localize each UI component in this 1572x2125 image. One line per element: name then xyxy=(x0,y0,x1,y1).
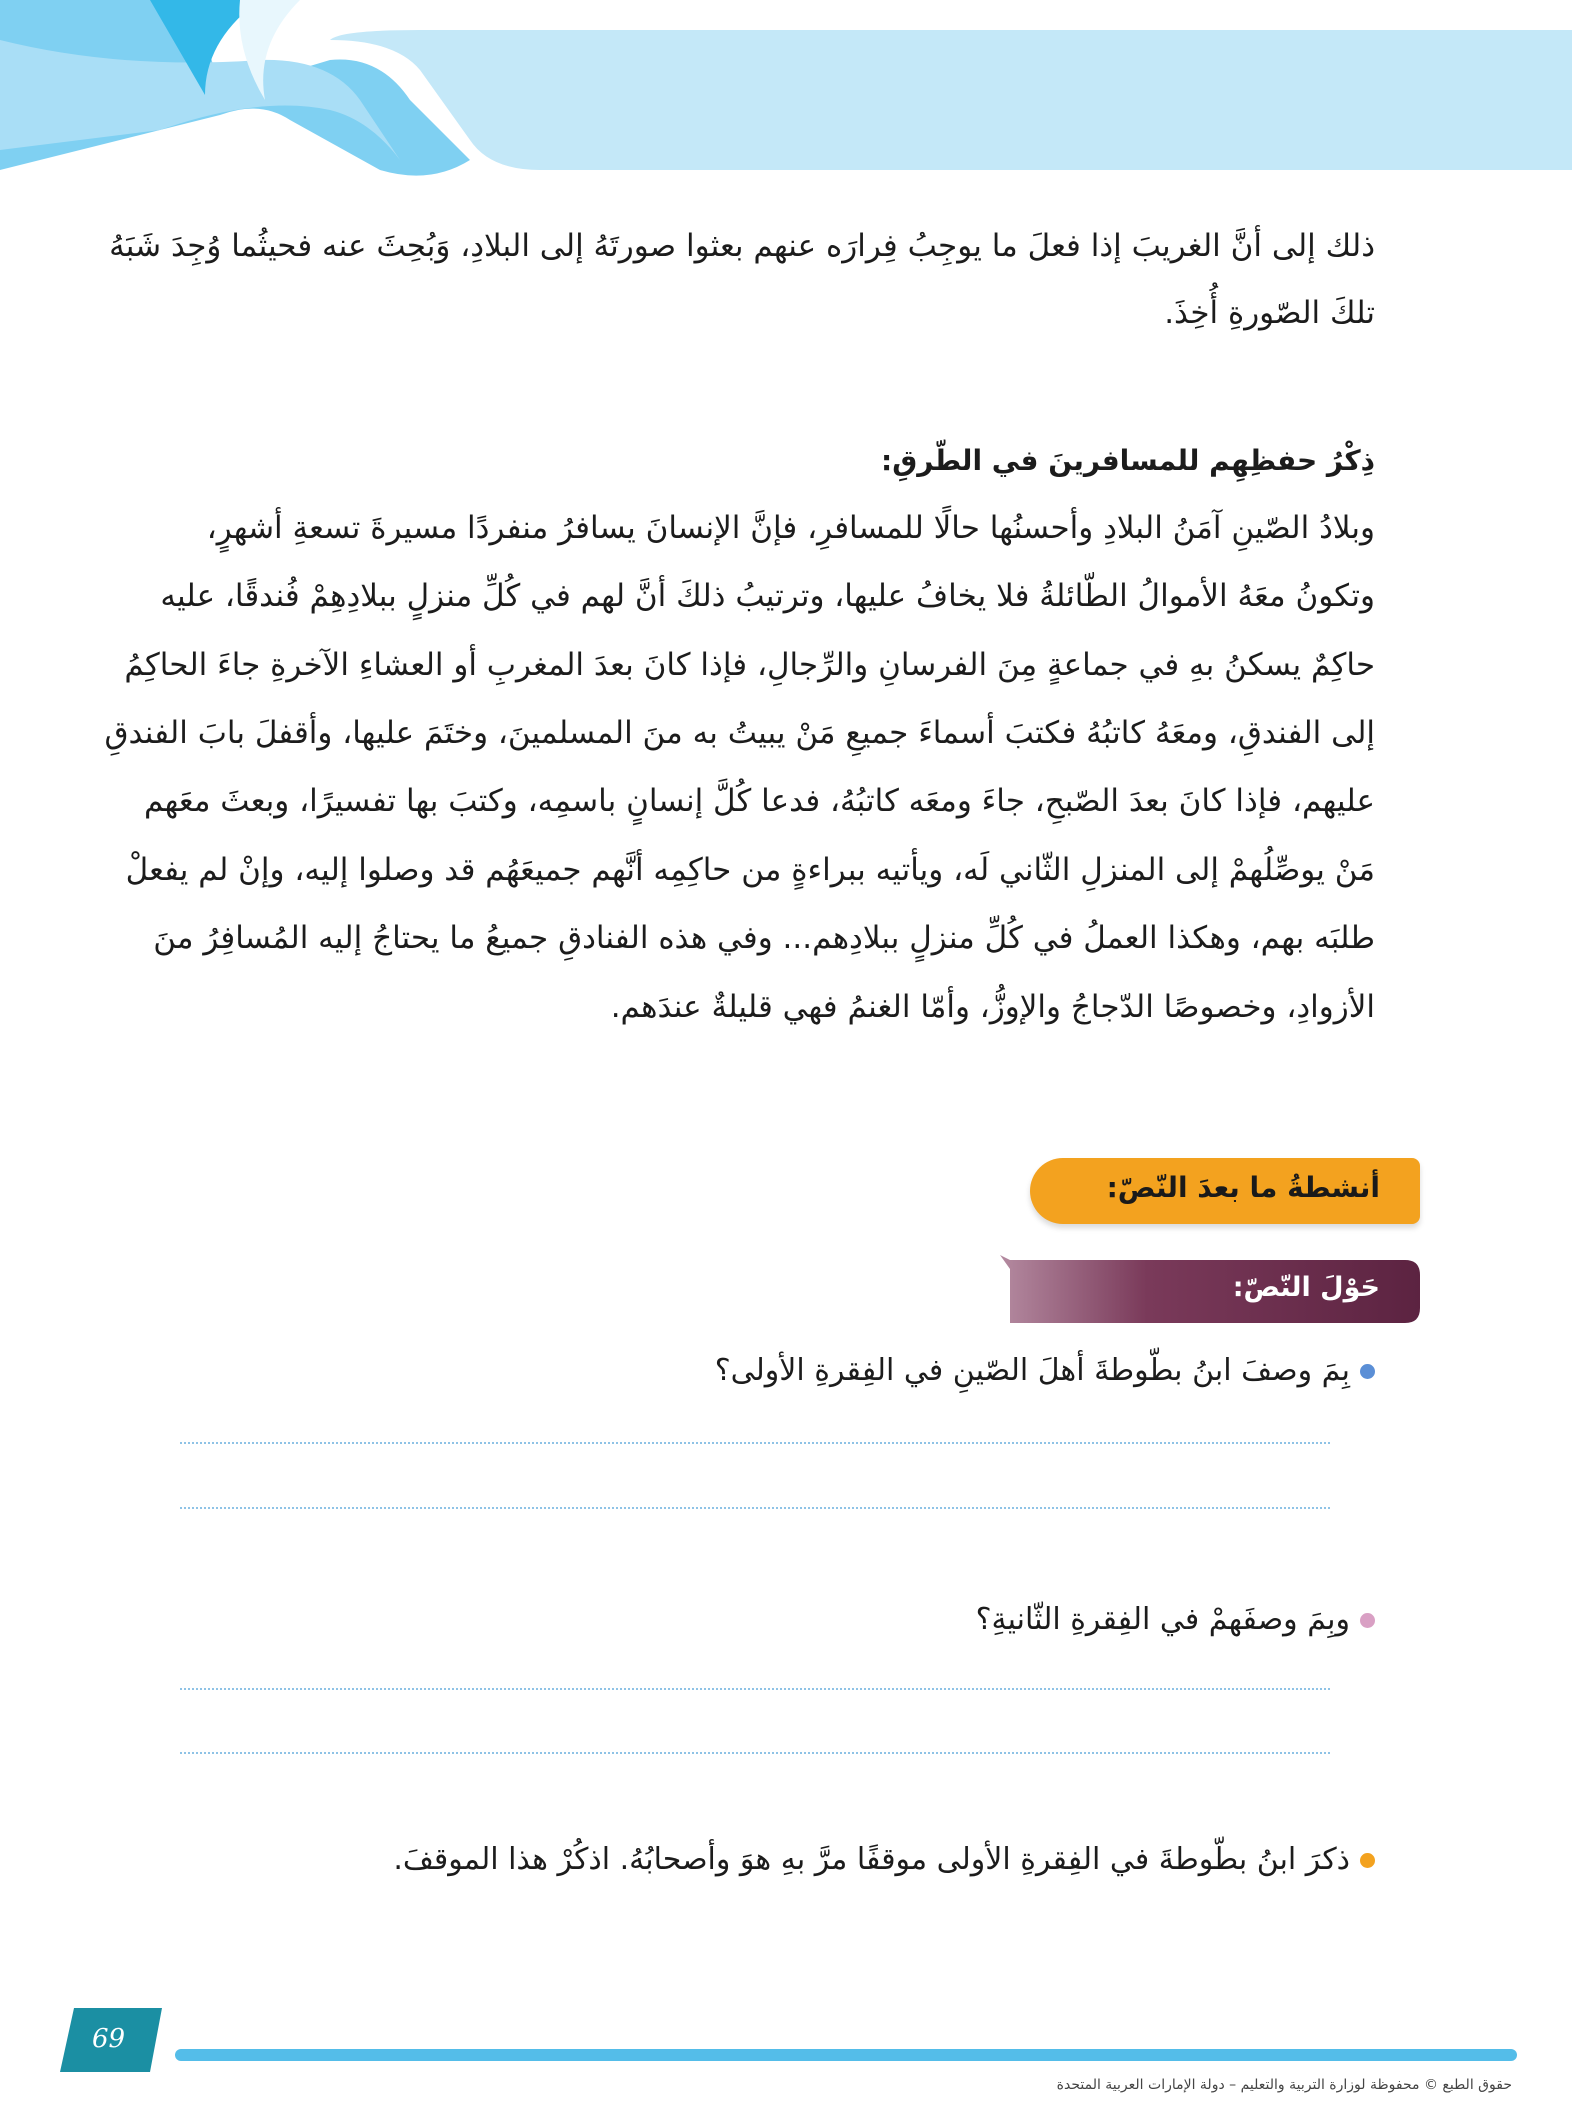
paragraph-line: الأزوادِ، وخصوصًا الدّجاجُ والإوزُّ، وأمّا الغنمُ فهي قليلةٌ عندَهم. xyxy=(610,989,1375,1025)
intro-line: تلكَ الصّورةِ أُخِذَ. xyxy=(1164,295,1375,331)
question-text: وبِمَ وصفَهمْ في الفِقرةِ الثّانيةِ؟ xyxy=(975,1602,1350,1637)
section-heading: ذِكْرُ حفظِهِم للمسافرينَ في الطّرقِ: xyxy=(881,444,1375,477)
question-item xyxy=(715,1353,1375,1388)
paragraph-line: إلى الفندقِ، ومعَهُ كاتبُهُ فكتبَ أسماءَ جميعِ مَنْ يبيتُ به منَ المسلمينَ، وختَمَ عليها، وأقفلَ بابَ الفندقِ xyxy=(104,715,1375,751)
bullet-icon xyxy=(1360,1613,1375,1628)
paragraph-line: وتكونُ معَهُ الأموالُ الطّائلةُ فلا يخافُ عليها، وترتيبُ ذلكَ أنَّ لهم في كُلِّ منزلٍ ببلادِهِمْ فُندقًا، عليه xyxy=(160,578,1375,614)
page-number: 69 xyxy=(92,2024,126,2054)
intro-line: ذلك إلى أنَّ الغريبَ إذا فعلَ ما يوجِبُ فِرارَه عنهم بعثوا صورتَهُ إلى البلادِ، وَبُحِثَ عنه فحيثُما وُجِدَ شَبَهُ xyxy=(109,228,1375,264)
footer-bar xyxy=(175,2049,1517,2061)
paragraph-line: وبلادُ الصّينِ آمَنُ البلادِ وأحسنُها حالًا للمسافرِ، فإنَّ الإنسانَ يسافرُ منفردًا مسيرةَ تسعةِ أشهرٍ، xyxy=(206,510,1375,546)
copyright-note: حقوق الطبع © محفوظة لوزارة التربية والتعليم – دولة الإمارات العربية المتحدة xyxy=(1056,2077,1512,2093)
bullet-icon xyxy=(1360,1364,1375,1379)
header-decoration xyxy=(0,0,1572,200)
paragraph-line: طلبَه بهم، وهكذا العملُ في كُلِّ منزلٍ ببلادِهم... وفي هذه الفنادقِ جميعُ ما يحتاجُ إليه المُسافِرُ منَ xyxy=(153,920,1375,956)
section-tab xyxy=(1000,1255,1420,1323)
question-item xyxy=(976,1602,1375,1637)
paragraph-line: عليهم، فإذا كانَ بعدَ الصّبحِ، جاءَ ومعَه كاتبُهُ، فدعا كُلَّ إنسانٍ باسمِه، وكتبَ بها تفسيرًا، وبعثَ معَهم xyxy=(143,783,1375,819)
question-text: بِمَ وصفَ ابنُ بطّوطةَ أهلَ الصّينِ في الفِقرةِ الأولى؟ xyxy=(714,1353,1350,1388)
question-text: ذكرَ ابنُ بطّوطةَ في الفِقرةِ الأولى موقفًا مرَّ بهِ هوَ وأصحابُهُ. اذكُرْ هذا الموقفَ. xyxy=(393,1842,1350,1877)
answer-line[interactable] xyxy=(180,1688,1330,1690)
answer-line[interactable] xyxy=(180,1442,1330,1444)
section-tab-label: حَوْلَ النّصّ: xyxy=(1232,1272,1380,1303)
answer-line[interactable] xyxy=(180,1752,1330,1754)
page-number-badge xyxy=(60,2008,162,2072)
paragraph-line: حاكِمٌ يسكنُ بهِ في جماعةٍ مِنَ الفرسانِ والرِّجالِ، فإذا كانَ بعدَ المغربِ أو العشاءِ الآخرةِ جاءَ الحاكِمُ xyxy=(124,647,1375,683)
bullet-icon xyxy=(1360,1853,1375,1868)
paragraph-line: مَنْ يوصِّلُهمْ إلى المنزلِ الثّاني لَه، ويأتيه ببراءةٍ من حاكِمِه أنَّهم جميعَهُم قد وصلوا إليه، وإنْ لم يفعلْ xyxy=(125,852,1375,888)
answer-line[interactable] xyxy=(180,1507,1330,1509)
activities-banner-label: أنشطةُ ما بعدَ النّصّ: xyxy=(1106,1171,1380,1204)
activities-banner xyxy=(1030,1158,1420,1224)
question-item xyxy=(393,1842,1375,1877)
